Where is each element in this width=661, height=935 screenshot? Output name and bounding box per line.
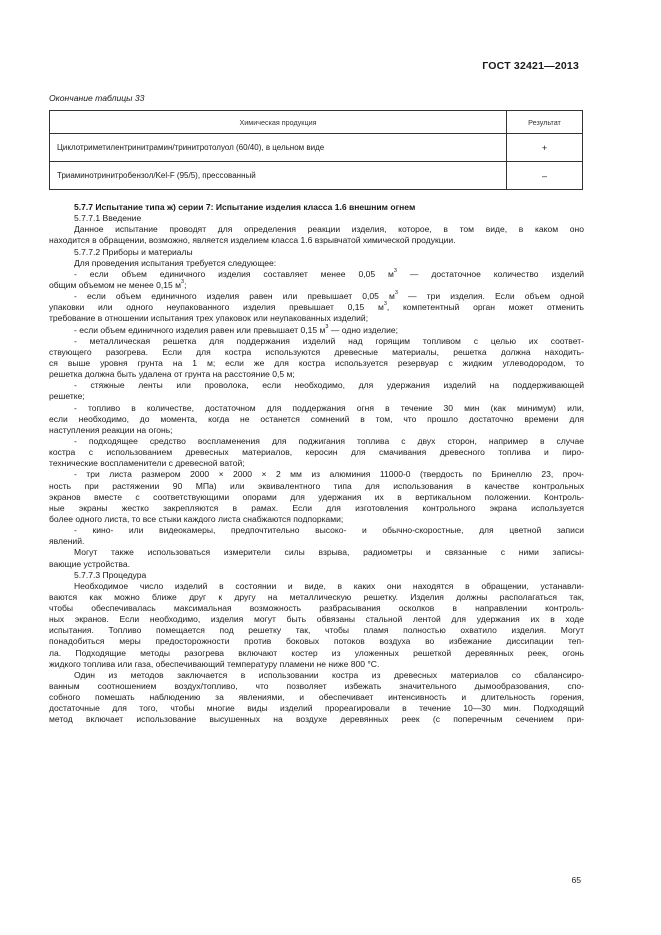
paragraph-line: метод включает использование высушенных на воздухе деревянных реек (с поперечным сечением при- <box>49 714 584 725</box>
list-item-line: общим объемом не менее 0,15 $м^3$; <box>49 279 187 290</box>
paragraph-line: Данное испытание проводят для определения реакции изделия, которое, в том виде, в каком оно <box>74 224 584 235</box>
list-item-line: решетка должна быть удалена от грунта на расстояние 0,5 м; <box>49 369 295 380</box>
subsection-heading: 5.7.7.2 Приборы и материалы <box>74 246 193 257</box>
paragraph-line: понадобиться меры предосторожности против боковых потоков воздуха во избежание диссипации теп- <box>49 636 584 647</box>
paragraph-line: достаточные для того, чтобы многие виды изделий прореагировали в течение 10—30 мин. Подходящий <box>49 703 584 714</box>
list-item-line: - подходящее средство воспламенения для поджигания топлива с двух сторон, например в случае <box>74 435 584 446</box>
list-item-line: - стяжные ленты или проволока, если необходимо, для удержания изделий на поддерживающей <box>74 380 584 391</box>
product-cell: Циклотриметилентринитрамин/тринитротолуол (60/40), в цельном виде <box>50 134 507 162</box>
list-item-line: - кино- или видеокамеры, предпочтительно высоко- и обычно-скоростные, для цветной записи <box>74 525 584 536</box>
paragraph-line: Необходимое число изделий в состоянии и виде, в каких они находятся в обращении, устанавли- <box>74 580 584 591</box>
table-header-row <box>50 111 583 134</box>
paragraph-line: чтобы обеспечивалась максимальная возможность разбрасывания осколков в направлении контроль- <box>49 603 584 614</box>
list-item-line: если необходимо, до момента, когда не останется сомнений в том, что прошло достаточно времени для <box>49 413 584 424</box>
list-item-line: технические воспламенители с древесной ватой; <box>49 458 245 469</box>
list-item-line: - топливо в количестве, достаточном для поддержания огня в течение 30 мин (как минимум) или, <box>74 402 584 413</box>
chemical-results-table <box>49 110 583 190</box>
list-item-line: - если объем единичного изделия равен или превышает 0,15 $м^3$ — одно изделие; <box>74 323 399 335</box>
list-item-line: решетке; <box>49 391 85 402</box>
paragraph-line: жидкого топлива или газа, обеспечивающий температуру пламени не ниже 800 °С. <box>49 658 380 669</box>
list-item-line: ность при растяжении 90 МПа) или эквивалентного типа для использования в качестве контрольных <box>49 480 584 491</box>
document-body <box>49 202 584 726</box>
list-item-line: костра с использованием древесных материалов, керосин для смачивания древесного топлива и пиро- <box>49 447 584 458</box>
list-item-line: более одного листа, то все стыки каждого листа снабжаются подпорками; <box>49 513 344 524</box>
result-cell: + <box>507 134 583 162</box>
column-header-result: Результат <box>507 111 583 134</box>
table-row <box>50 162 583 190</box>
paragraph-line: ванным соотношением воздух/топливо, что позволяет избежать значительного дымообразования, спо- <box>49 681 584 692</box>
list-item-line: экранов вместе с соответствующими опорами для удержания их в вертикальном положении. Контроль- <box>49 491 584 502</box>
paragraph-line: находится в обращении, возможно, является изделием класса 1.6 взрывчатой химической продукции. <box>49 235 456 246</box>
subsection-heading: 5.7.7.3 Процедура <box>74 569 147 580</box>
list-item-line: - три листа размером 2000 × 2000 × 2 мм из алюминия 11000-0 (твердость по Бринеллю 23, проч- <box>74 469 584 480</box>
paragraph-line: Для проведения испытания требуется следующее: <box>74 257 277 268</box>
section-heading: 5.7.7 Испытание типа ж) серии 7: Испытание изделия класса 1.6 внешним огнем <box>74 202 416 212</box>
result-cell: – <box>507 162 583 190</box>
standard-code: ГОСТ 32421—2013 <box>482 60 579 72</box>
paragraph-line: вающие устройства. <box>49 558 130 569</box>
list-item-line: наступления реакции на огонь; <box>49 424 173 435</box>
table-caption: Окончание таблицы 33 <box>49 93 145 103</box>
list-item-line: ся выше уровня грунта на 1 м; если же для костра используется резервуар с жидким углеводородом, то <box>49 357 584 368</box>
list-item-line: требование в отношении испытания трех упаковок или неупакованных изделий; <box>49 313 369 324</box>
paragraph-line: ных экранов. Если необходимо, изделия могут быть обвязаны стальной лентой для удержания их в ходе <box>49 614 584 625</box>
list-item-line: - если объем единичного изделия составляет менее 0,05 $м^3$ — достаточное количество изделий <box>74 268 584 279</box>
list-item-line: - металлическая решетка для поддержания изделий над горящим топливом с целью их соответ- <box>74 335 584 346</box>
table-row <box>50 134 583 162</box>
column-header-product: Химическая продукция <box>50 111 507 134</box>
paragraph-line: ла. Подходящие методы разогрева включают костер из уложенных решеткой деревянных реек, огонь <box>49 647 584 658</box>
subsection-heading: 5.7.7.1 Введение <box>74 213 142 224</box>
page-number: 65 <box>571 875 581 885</box>
product-cell: Триаминотринитробензол/Kel-F (95/5), прессованный <box>50 162 507 190</box>
paragraph-line: Могут также использоваться измерители силы взрыва, радиометры и связанные с ними записы- <box>74 547 584 558</box>
paragraph-line: Один из методов заключается в использовании костра из древесных материалов со сбалансиро- <box>74 669 584 680</box>
list-item-line: упаковки или одного неупакованного изделия превышает 0,15 $м^3$, компетентный орган может отменить <box>49 301 584 313</box>
list-item-line: ные экраны жестко закрепляются в рамах. Если для изготовления контрольного экрана используется <box>49 502 584 513</box>
list-item-line: явлений. <box>49 536 85 547</box>
list-item-line: ствующего разогрева. Если для костра используются древесные материалы, решетка должна находить- <box>49 346 584 357</box>
list-item-line: - если объем единичного изделия равен или превышает 0,05 $м^3$ — три изделия. Если объем одной <box>74 290 584 302</box>
paragraph-line: испытания. Топливо помещается под решетку так, чтобы пламя полностью охватило изделия. Могут <box>49 625 584 636</box>
paragraph-line: собного помешать наблюдению за явлениями, и обеспечивает интенсивность и длительность горения, <box>49 692 584 703</box>
paragraph-line: ваются как можно ближе друг к другу на металлическую решетку. Изделия должны располагаться так, <box>49 591 584 602</box>
